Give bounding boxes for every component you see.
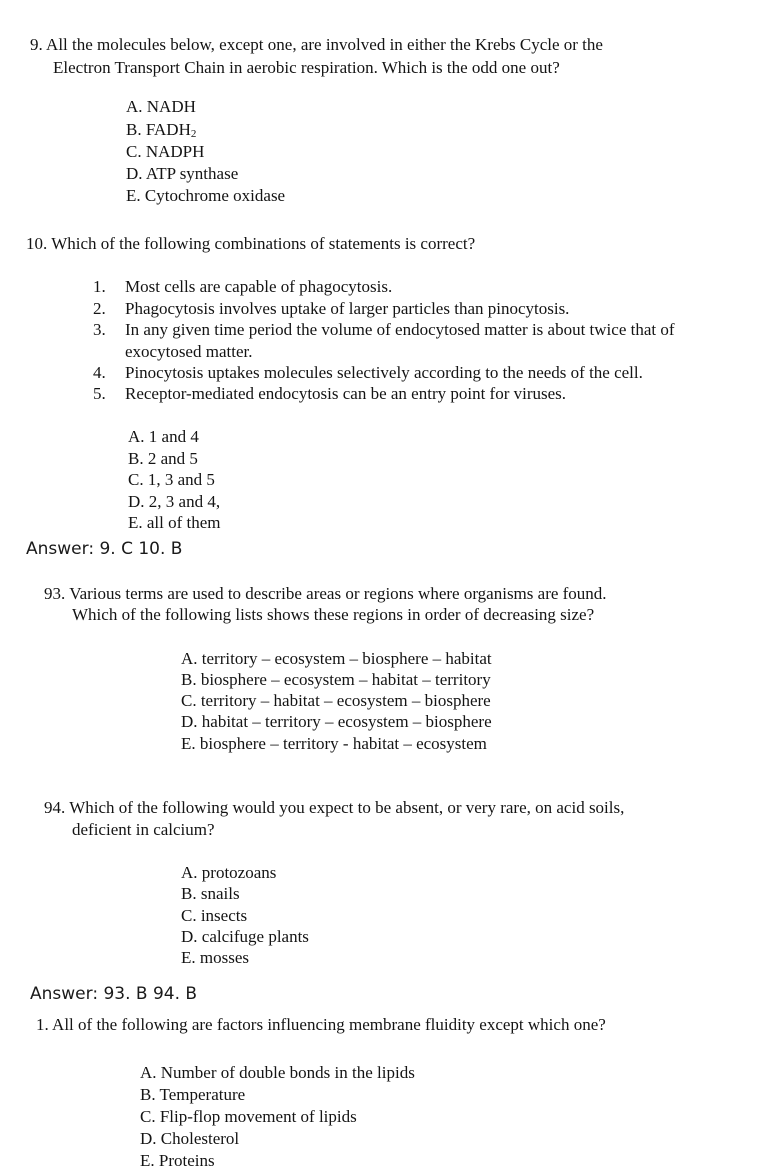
q10-statement-text: Most cells are capable of phagocytosis. <box>125 277 393 296</box>
q93-option-e: E. biosphere – territory - habitat – ecosystem <box>181 734 487 753</box>
q1-option-d: D. Cholesterol <box>140 1129 240 1148</box>
q10-statement-number: 4. <box>93 363 106 382</box>
q9-stem-line2: Electron Transport Chain in aerobic respiration. Which is the odd one out? <box>53 58 560 77</box>
q94-stem-line1: 94. Which of the following would you expect to be absent, or very rare, on acid soils, <box>44 798 625 817</box>
q10-statement-text: Pinocytosis uptakes molecules selectively according to the needs of the cell. <box>125 363 643 382</box>
q94-stem-line2: deficient in calcium? <box>72 820 215 839</box>
q1-option-b: B. Temperature <box>140 1085 246 1104</box>
q10-statement-number: 5. <box>93 384 106 403</box>
q9-option-b-subscript: 2 <box>190 128 197 140</box>
q1-option-c: C. Flip-flop movement of lipids <box>140 1107 357 1126</box>
q93-stem-line2: Which of the following lists shows these regions in order of decreasing size? <box>72 605 595 624</box>
q9-stem-line1: 9. All the molecules below, except one, are involved in either the Krebs Cycle or the <box>30 35 603 54</box>
q10-stem: 10. Which of the following combinations of statements is correct? <box>26 234 476 253</box>
q10-statement-text: exocytosed matter. <box>125 342 253 361</box>
q10-statement-1 <box>93 276 392 298</box>
q94-option-d: D. calcifuge plants <box>181 927 309 946</box>
q93-option-b: B. biosphere – ecosystem – habitat – territory <box>181 670 491 689</box>
answer-key-2: Answer: 93. B 94. B <box>30 984 198 1004</box>
q94-option-c: C. insects <box>181 906 248 925</box>
q94-option-e: E. mosses <box>181 948 249 967</box>
q10-statement-text: Phagocytosis involves uptake of larger particles than pinocytosis. <box>125 299 570 318</box>
q10-statement-text: In any given time period the volume of endocytosed matter is about twice that of <box>125 320 675 339</box>
q1-option-e: E. Proteins <box>140 1151 215 1170</box>
q10-statement-3-cont <box>93 341 252 363</box>
q93-option-c: C. territory – habitat – ecosystem – biosphere <box>181 691 491 710</box>
q93-option-a: A. territory – ecosystem – biosphere – habitat <box>181 649 492 668</box>
q10-statement-4 <box>93 362 643 384</box>
q9-option-a: A. NADH <box>126 97 196 116</box>
q9-option-d: D. ATP synthase <box>126 164 239 183</box>
q9-option-b-text: B. FADH <box>126 120 191 139</box>
q10-option-b: B. 2 and 5 <box>128 449 198 468</box>
q10-option-e: E. all of them <box>128 513 221 532</box>
q94-option-a: A. protozoans <box>181 863 277 882</box>
q93-stem-line1: 93. Various terms are used to describe areas or regions where organisms are found. <box>44 584 607 603</box>
q9-option-e: E. Cytochrome oxidase <box>126 186 286 205</box>
q10-statement-5 <box>93 383 566 405</box>
q10-option-c: C. 1, 3 and 5 <box>128 470 215 489</box>
answer-key-1: Answer: 9. C 10. B <box>26 539 183 559</box>
q10-statement-text: Receptor-mediated endocytosis can be an entry point for viruses. <box>125 384 567 403</box>
q10-option-a: A. 1 and 4 <box>128 427 199 446</box>
q10-statement-number: 2. <box>93 299 106 318</box>
q1-option-a: A. Number of double bonds in the lipids <box>140 1063 415 1082</box>
q10-statement-number: 1. <box>93 277 106 296</box>
q10-statement-3 <box>93 319 675 341</box>
q94-option-b: B. snails <box>181 884 240 903</box>
q10-statement-2 <box>93 298 569 320</box>
q9-option-c: C. NADPH <box>126 142 205 161</box>
q10-statement-number: 3. <box>93 320 106 339</box>
q1-stem: 1. All of the following are factors influencing membrane fluidity except which one? <box>36 1015 606 1034</box>
q10-option-d: D. 2, 3 and 4, <box>128 492 221 511</box>
q93-option-d: D. habitat – territory – ecosystem – biosphere <box>181 712 492 731</box>
